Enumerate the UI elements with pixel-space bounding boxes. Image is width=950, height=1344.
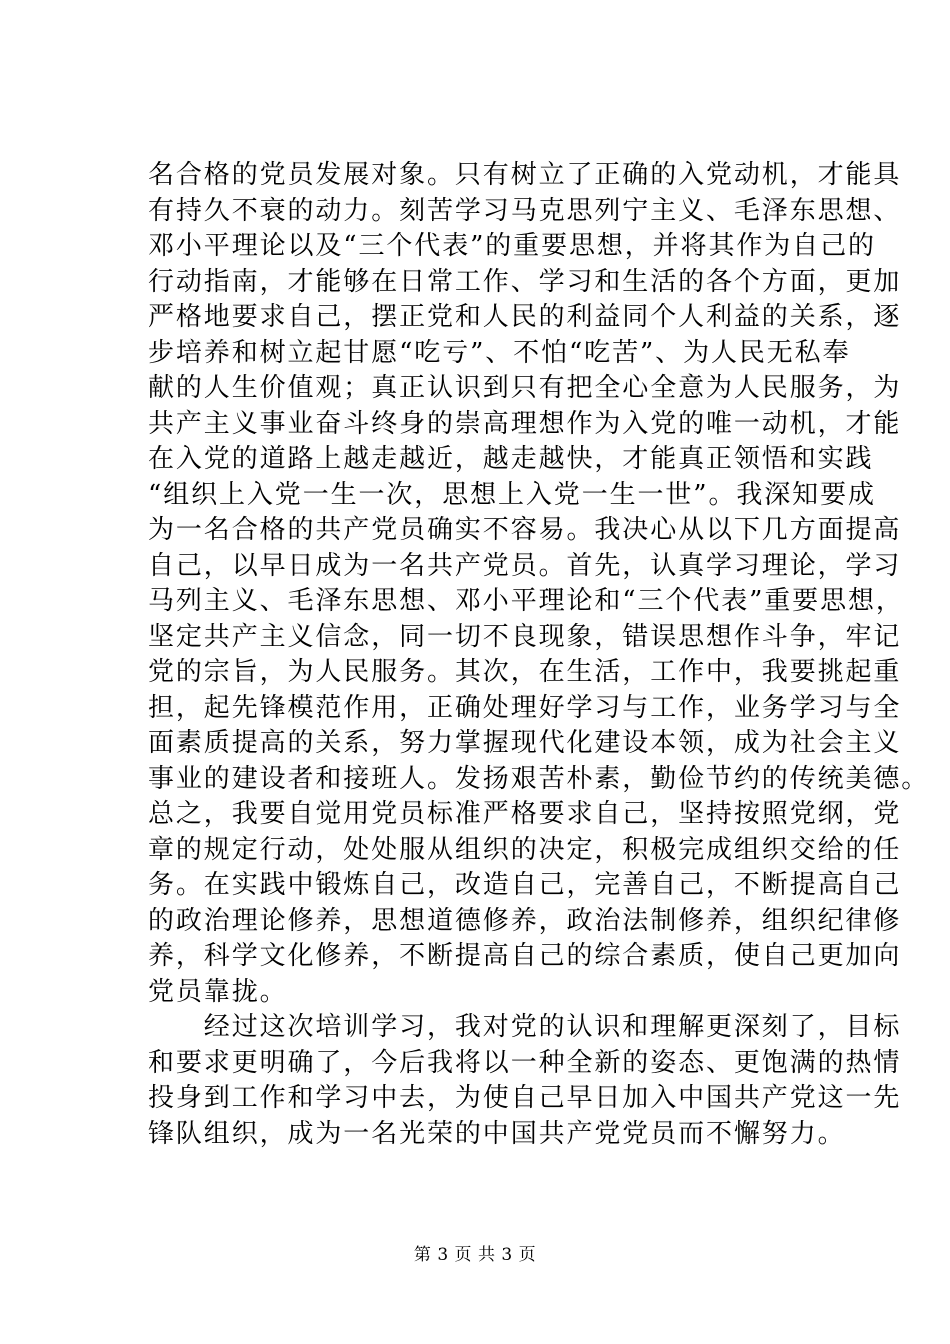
- text-line: 事业的建设者和接班人。发扬艰苦朴素，勤俭节约的传统美德。: [148, 763, 930, 794]
- text-line: 行动指南，才能够在日常工作、学习和生活的各个方面，更加: [148, 266, 902, 297]
- text-line: 党员靠拢。: [148, 976, 288, 1007]
- text-line: 担，起先锋模范作用，正确处理好学习与工作，业务学习与全: [148, 692, 902, 723]
- text-line: 有持久不衰的动力。刻苦学习马克思列宁主义、毛泽东思想、: [148, 195, 902, 226]
- text-line: 名合格的党员发展对象。只有树立了正确的入党动机，才能具: [148, 160, 902, 190]
- text-line: 邓小平理论以及“三个代表”的重要思想，并将其作为自己的: [148, 231, 876, 261]
- text-line: 坚定共产主义信念，同一切不良现象，错误思想作斗争，牢记: [148, 621, 902, 652]
- text-line: 自己，以早日成为一名共产党员。首先，认真学习理论，学习: [148, 550, 902, 581]
- text-line: 务。在实践中锻炼自己，改造自己，完善自己，不断提高自己: [148, 870, 902, 900]
- document-body: [148, 158, 930, 1152]
- text-line: 和要求更明确了，今后我将以一种全新的姿态、更饱满的热情: [148, 1047, 902, 1078]
- text-line: 面素质提高的关系，努力掌握现代化建设本领，成为社会主义: [148, 728, 902, 758]
- text-line: 养，科学文化修养，不断提高自己的综合素质，使自己更加向: [148, 941, 902, 971]
- text-line: 马列主义、毛泽东思想、邓小平理论和“三个代表”重要思想，: [148, 586, 904, 616]
- page-number-footer: 第 3 页 共 3 页: [413, 1245, 537, 1265]
- text-line: “组织上入党一生一次，思想上入党一生一世”。我深知要成: [148, 479, 876, 510]
- text-line: 献的人生价值观；真正认识到只有把全心全意为人民服务，为: [148, 373, 902, 403]
- text-line: 为一名合格的共产党员确实不容易。我决心从以下几方面提高: [148, 515, 902, 545]
- text-line: 步培养和树立起甘愿“吃亏”、不怕“吃苦”、为人民无私奉: [148, 337, 851, 368]
- text-line: 锋队组织，成为一名光荣的中国共产党党员而不懈努力。: [148, 1118, 846, 1149]
- text-line: 投身到工作和学习中去，为使自己早日加入中国共产党这一先: [148, 1083, 902, 1113]
- text-line: 总之，我要自觉用党员标准严格要求自己，坚持按照党纲，党: [148, 799, 902, 829]
- text-line: 章的规定行动，处处服从组织的决定，积极完成组织交给的任: [148, 834, 902, 865]
- text-line: 党的宗旨，为人民服务。其次，在生活，工作中，我要挑起重: [148, 657, 902, 687]
- text-line: 在入党的道路上越走越近，越走越快，才能真正领悟和实践: [148, 444, 874, 474]
- text-line: 严格地要求自己，摆正党和人民的利益同个人利益的关系，逐: [148, 302, 902, 332]
- text-line: 经过这次培训学习，我对党的认识和理解更深刻了，目标: [148, 1012, 902, 1042]
- text-line: 的政治理论修养，思想道德修养，政治法制修养，组织纪律修: [148, 905, 902, 936]
- text-line: 共产主义事业奋斗终身的崇高理想作为入党的唯一动机，才能: [148, 408, 902, 439]
